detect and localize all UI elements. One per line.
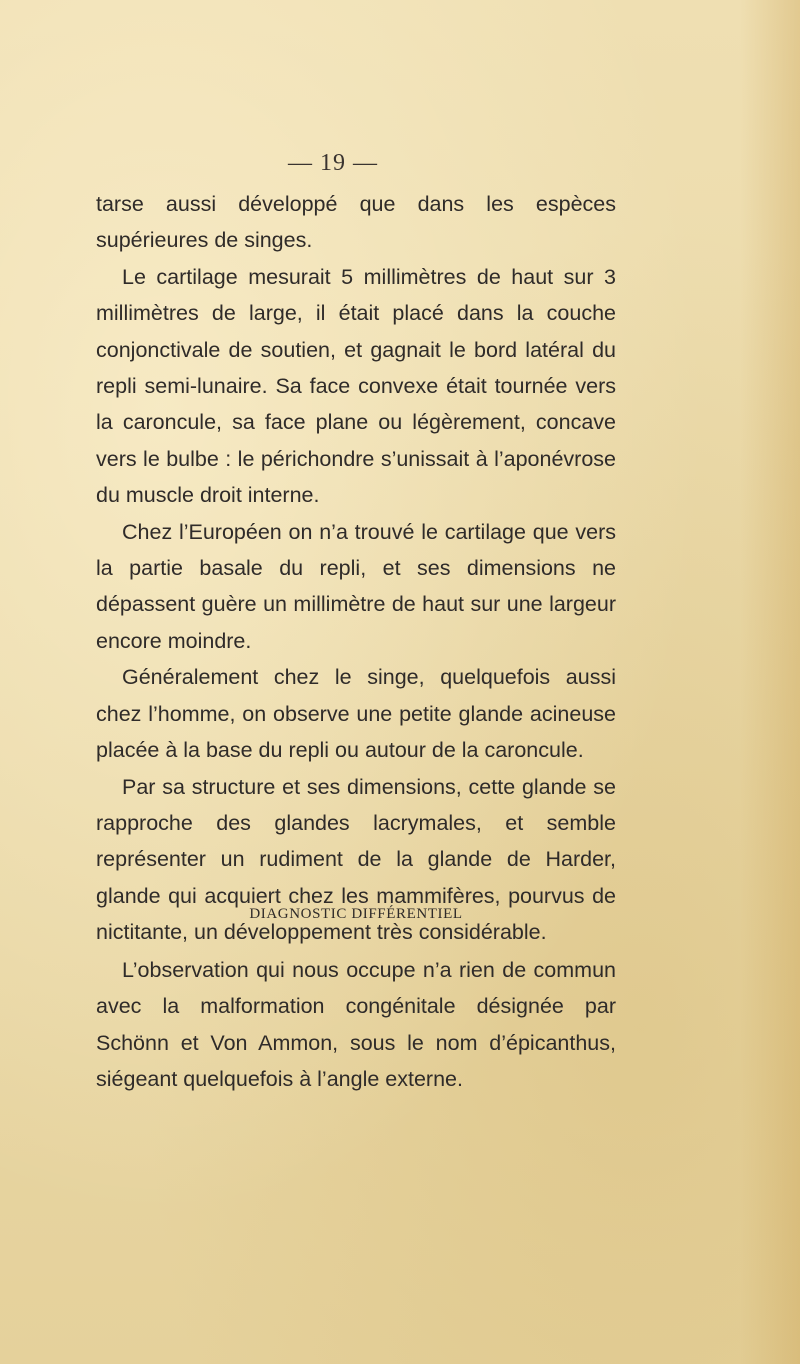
paragraph-continuation: tarse aussi développé que dans les espèces supérieures de singes. [96,192,616,253]
page-edge-shading [740,0,800,1364]
page-number: — 19 — [288,150,378,176]
body-text-bottom [96,952,616,1098]
body-text-top [96,186,616,951]
paragraph-cartilage-size: Le cartilage mesurait 5 millimètres de haut sur 3 millimètres de large, il était placé dans la couche conjonctivale de soutien, et gagnait le bord latéral du repli semi-lunaire. Sa face convexe était tournée vers la caroncule, sa face plane ou légèrement, concave vers le bulbe : le périchondre s’unissait à l’aponévrose du muscle droit interne. [96,264,616,508]
paragraph-observation: L’observation qui nous occupe n’a rien de commun avec la malformation congénitale désignée par Schönn et Von Ammon, sous le nom d’épicanthus, siégeant quelquefois à l’angle externe. [96,958,616,1092]
section-heading: DIAGNOSTIC DIFFÉRENTIEL [249,906,463,922]
paragraph-gland: Généralement chez le singe, quelquefois aussi chez l’homme, on observe une petite glande acineuse placée à la base du repli ou autour de la caroncule. [96,665,616,763]
paragraph-european: Chez l’Européen on n’a trouvé le cartilage que vers la partie basale du repli, et ses dimensions ne dépassent guère un millimètre de haut sur une largeur encore moindre. [96,519,616,653]
paragraph-structure: Par sa structure et ses dimensions, cette glande se rapproche des glandes lacrymales, et semble représenter un rudiment de la glande de Harder, glande qui acquiert chez les mammifères, pourvus de nictitante, un développement très considérable. [96,774,616,945]
